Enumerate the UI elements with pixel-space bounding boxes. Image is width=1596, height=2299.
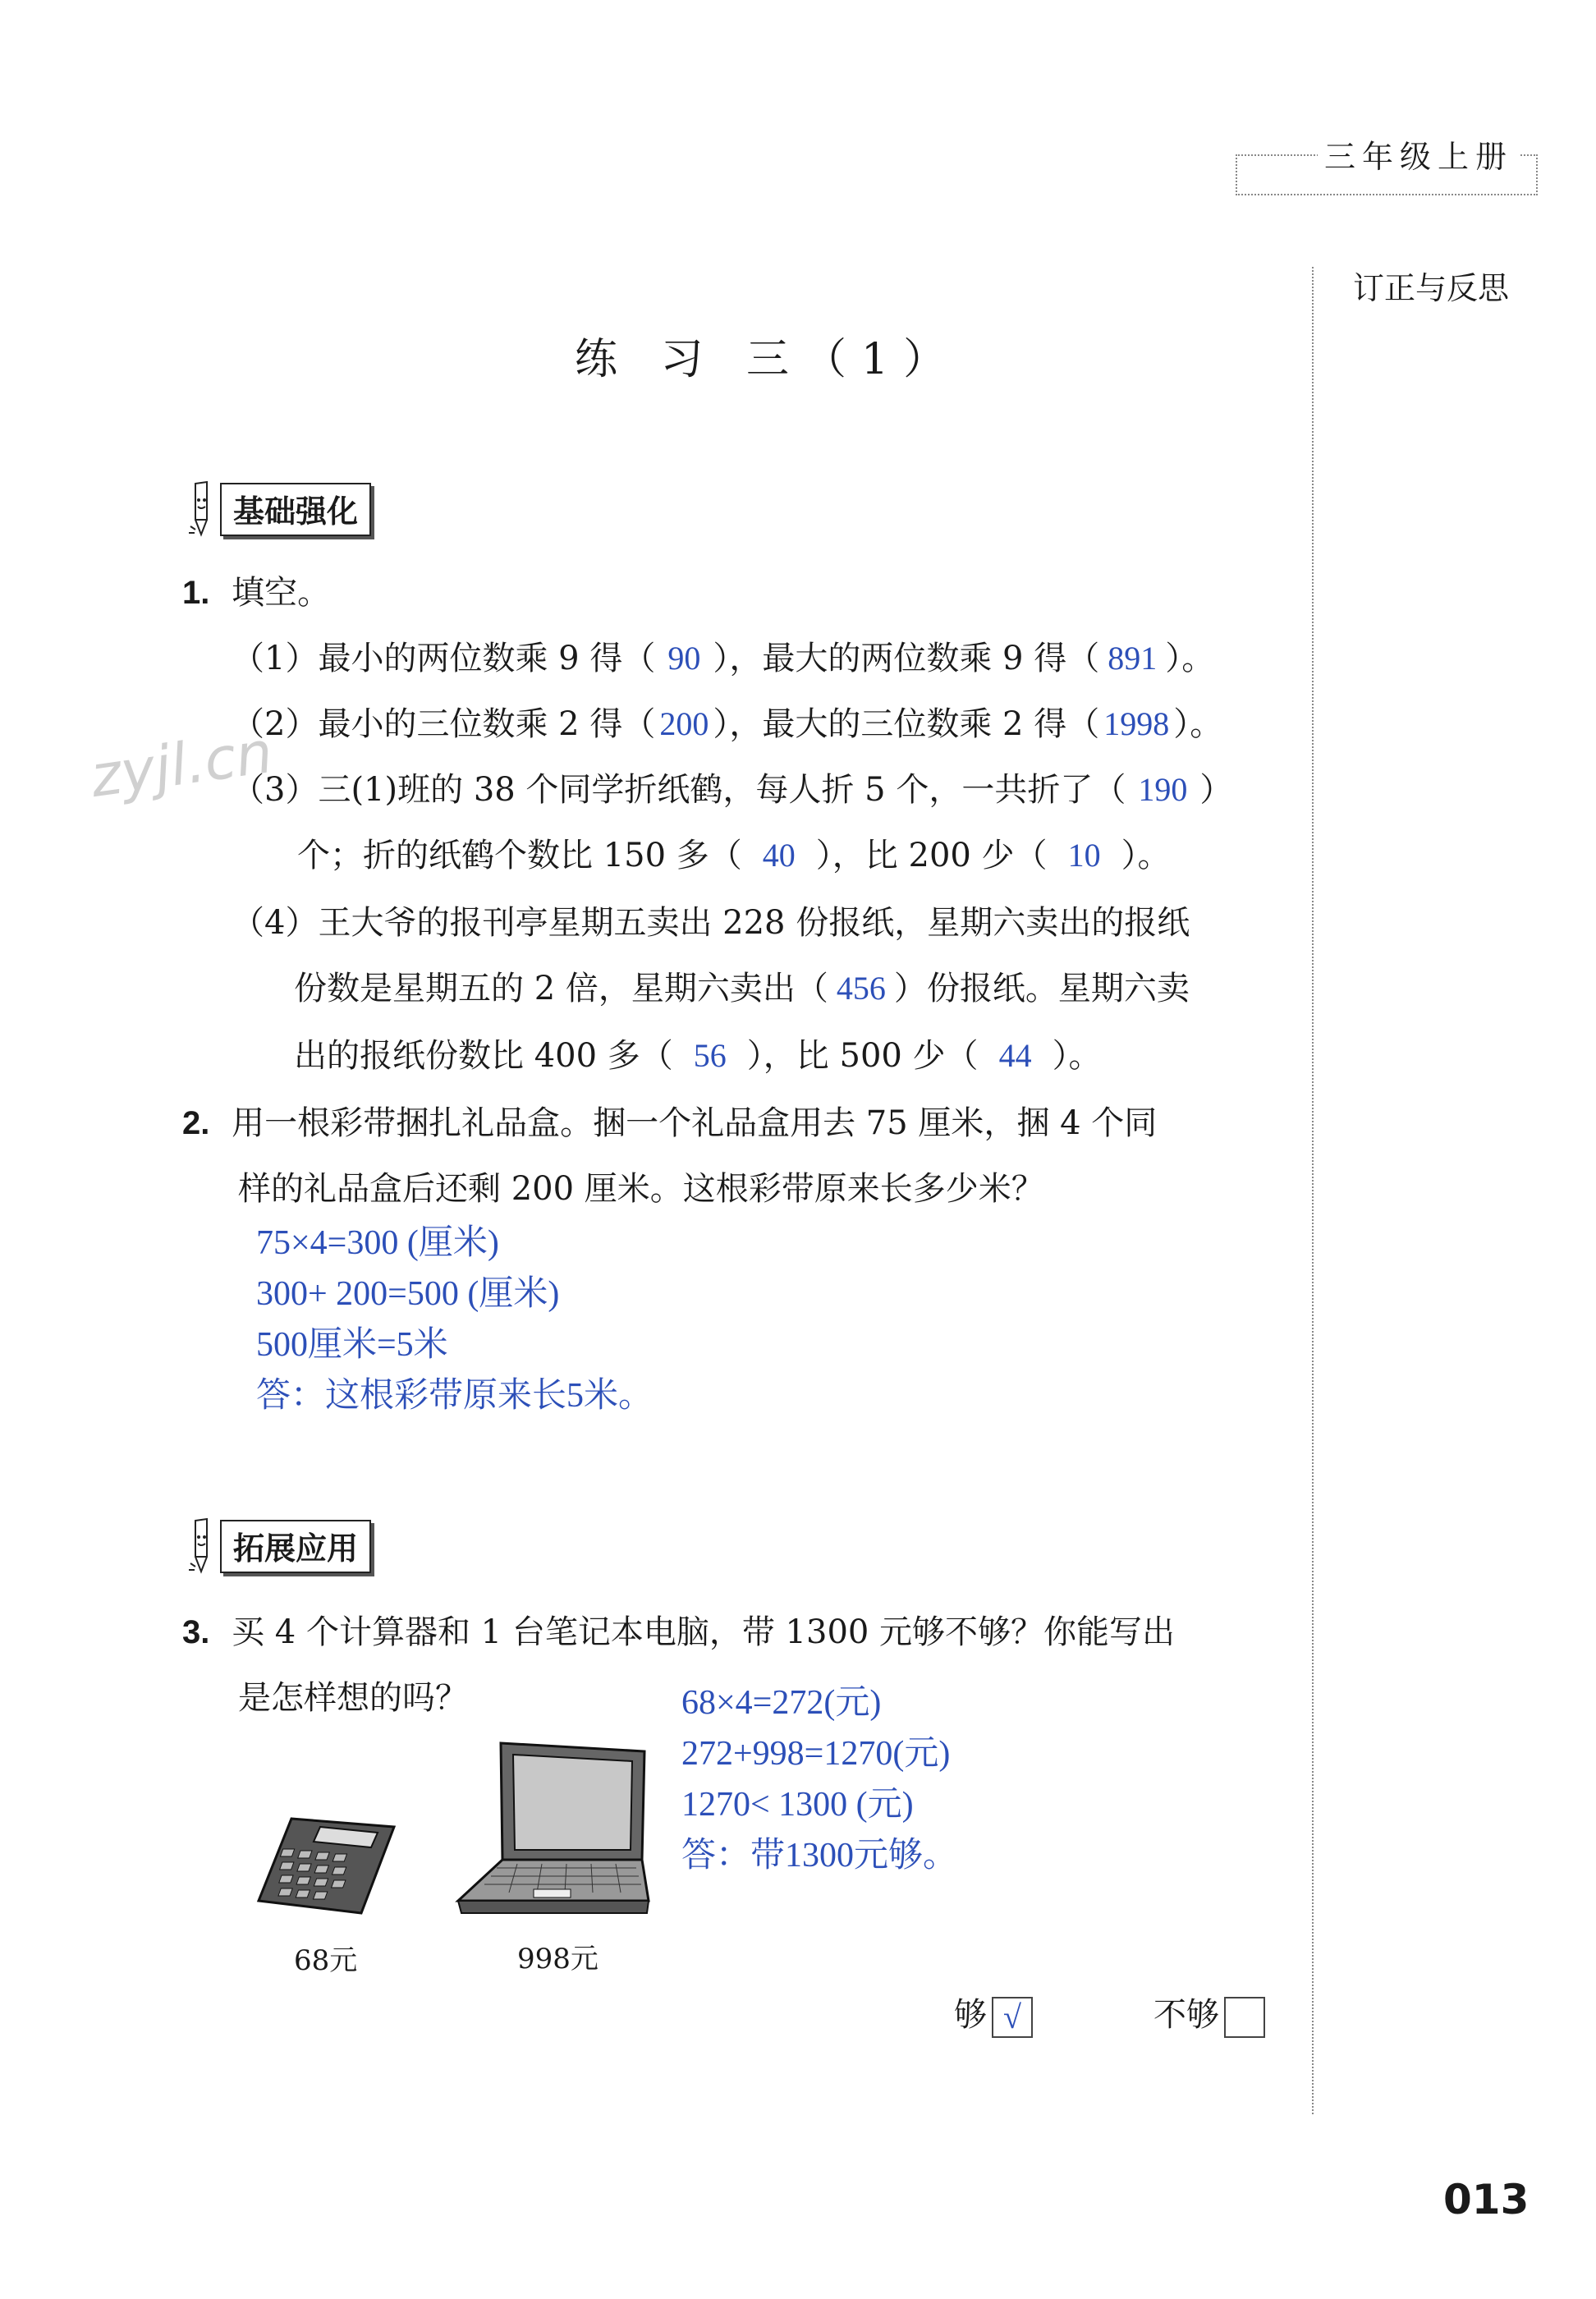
answer-blank: 44 bbox=[998, 1037, 1032, 1074]
text: ）。 bbox=[1121, 837, 1171, 874]
answer-line: 75×4=300 (厘米) bbox=[256, 1224, 499, 1262]
answer-blank: 190 bbox=[1138, 771, 1188, 808]
laptop-icon bbox=[452, 1737, 653, 1925]
text: ）。 bbox=[1173, 705, 1223, 743]
not-enough-option bbox=[1153, 1997, 1265, 2038]
question-2-line2: 样的礼品盒后还剩 200 厘米。这根彩带原来长多少米？ bbox=[238, 1170, 1044, 1208]
section-extended bbox=[187, 1517, 371, 1575]
section-basic-label: 基础强化 bbox=[220, 483, 371, 536]
answer-blank: 90 bbox=[667, 640, 701, 677]
text: （1）最小的两位数乘 9 得（ bbox=[232, 640, 656, 677]
text: ）份报纸。星期六卖 bbox=[893, 970, 1190, 1007]
text: （2）最小的三位数乘 2 得（ bbox=[232, 705, 656, 743]
enough-checkbox[interactable]: √ bbox=[992, 1997, 1033, 2038]
answer-blank: 40 bbox=[762, 837, 796, 874]
text: ），比 200 少（ bbox=[815, 837, 1048, 874]
question-text: 填空。 bbox=[232, 574, 331, 612]
grade-label: 三年级上册 bbox=[1318, 131, 1520, 177]
answer-line: 300+ 200=500 (厘米) bbox=[256, 1275, 560, 1313]
answer-line: 答：这根彩带原来长5米。 bbox=[256, 1377, 654, 1415]
question-1-heading bbox=[182, 574, 331, 612]
page-number: 013 bbox=[1443, 2176, 1530, 2223]
answer-blank: 1998 bbox=[1103, 705, 1170, 742]
section-extended-label: 拓展应用 bbox=[220, 1520, 371, 1573]
text: ）。 bbox=[1052, 1037, 1102, 1075]
page-title: 练 习 三（1） bbox=[575, 335, 961, 384]
question-1-4-line1: （4）王大爷的报刊亭星期五卖出 228 份报纸，星期六卖出的报纸 bbox=[232, 904, 1190, 942]
calculator-price: 68元 bbox=[294, 1944, 358, 1977]
text: 出的报纸份数比 400 多（ bbox=[294, 1037, 673, 1075]
question-text: 用一根彩带捆扎礼品盒。捆一个礼品盒用去 75 厘米，捆 4 个同 bbox=[232, 1104, 1158, 1142]
margin-divider bbox=[1312, 267, 1314, 2114]
not-enough-checkbox[interactable] bbox=[1224, 1997, 1265, 2038]
answer-line: 答：带1300元够。 bbox=[681, 1837, 958, 1875]
section-basic bbox=[187, 480, 371, 538]
correction-heading: 订正与反思 bbox=[1353, 270, 1510, 306]
answer-blank: 10 bbox=[1067, 837, 1101, 874]
text: ），比 500 少（ bbox=[746, 1037, 979, 1075]
question-number: 1. bbox=[182, 575, 210, 611]
watermark: zyjl.cn bbox=[86, 718, 277, 811]
question-text: 买 4 个计算器和 1 台笔记本电脑，带 1300 元够不够？你能写出 bbox=[232, 1613, 1176, 1651]
not-enough-label: 不够 bbox=[1153, 1996, 1219, 2034]
answer-line: 272+998=1270(元) bbox=[681, 1735, 951, 1773]
answer-blank: 891 bbox=[1108, 640, 1158, 677]
question-number: 2. bbox=[182, 1105, 210, 1141]
enough-label: 够 bbox=[954, 1996, 987, 2034]
answer-blank: 456 bbox=[836, 970, 886, 1007]
text: ），最大的两位数乘 9 得（ bbox=[713, 640, 1100, 677]
answer-line: 500厘米=5米 bbox=[256, 1326, 448, 1364]
text: （3）三(1)班的 38 个同学折纸鹤，每人折 5 个，一共折了（ bbox=[232, 771, 1126, 809]
question-2-line1 bbox=[182, 1104, 1158, 1142]
text: ），最大的三位数乘 2 得（ bbox=[713, 705, 1100, 743]
question-1-4-line3 bbox=[294, 1037, 1102, 1075]
question-3-line2: 是怎样想的吗？ bbox=[238, 1679, 468, 1717]
question-3-line1 bbox=[182, 1613, 1176, 1651]
answer-blank: 56 bbox=[693, 1037, 727, 1074]
laptop-price: 998元 bbox=[517, 1943, 598, 1975]
question-1-3-line1 bbox=[232, 771, 1233, 809]
question-number: 3. bbox=[182, 1614, 210, 1650]
answer-blank: 200 bbox=[659, 705, 709, 742]
question-1-2 bbox=[232, 705, 1223, 743]
calculator-icon bbox=[255, 1815, 398, 1921]
text: ）。 bbox=[1165, 640, 1215, 677]
answer-line: 68×4=272(元) bbox=[681, 1684, 882, 1722]
text: 个；折的纸鹤个数比 150 多（ bbox=[297, 837, 742, 874]
question-1-3-line2 bbox=[297, 839, 1171, 872]
question-1-1 bbox=[232, 642, 1214, 675]
question-1-4-line2 bbox=[294, 972, 1190, 1005]
enough-option bbox=[954, 1997, 1033, 2038]
answer-line: 1270< 1300 (元) bbox=[681, 1786, 914, 1824]
text: ） bbox=[1199, 771, 1233, 809]
pencil-icon bbox=[187, 1517, 215, 1575]
pencil-icon bbox=[187, 480, 215, 538]
text: 份数是星期五的 2 倍，星期六卖出（ bbox=[294, 970, 828, 1007]
